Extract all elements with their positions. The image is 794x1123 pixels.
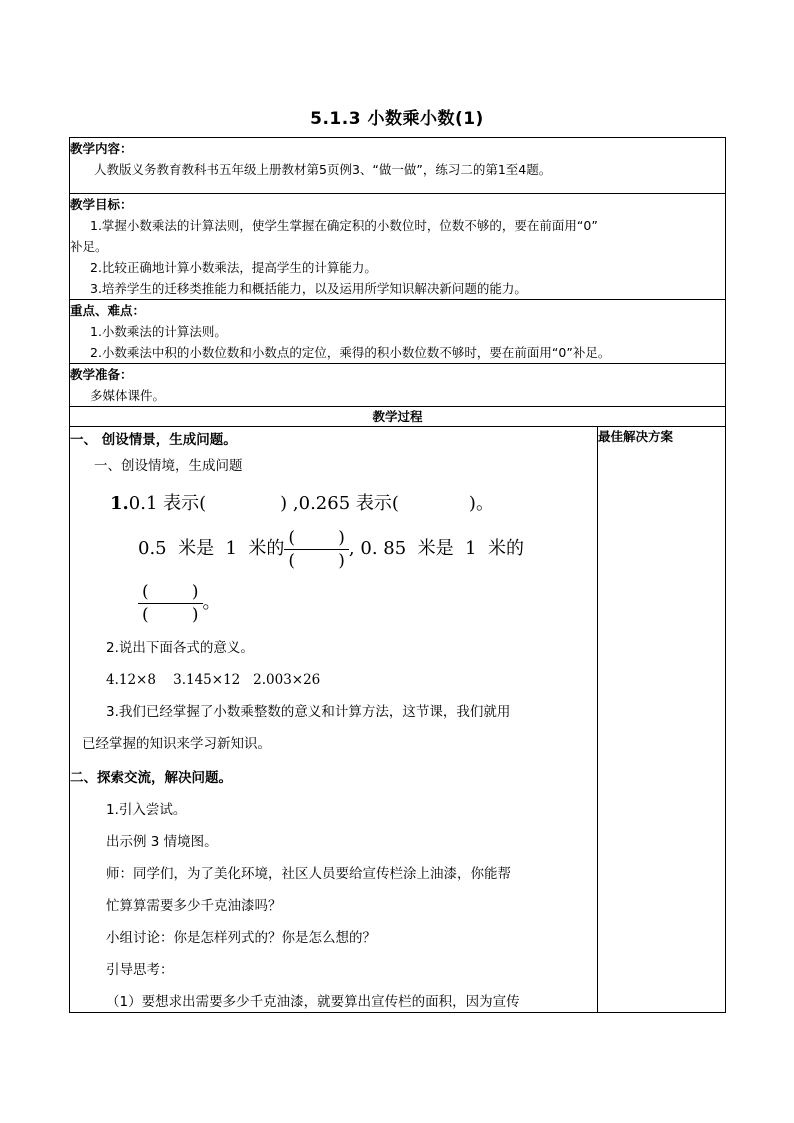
content-text: 人教版义务教育教科书五年级上册教材第5页例3、“做一做”，练习二的第1至4题。	[94, 162, 552, 177]
section-2-item: 忙算算需要多少千克油漆吗？	[106, 898, 282, 914]
fraction-numerator: ( )	[138, 581, 203, 604]
fraction-denominator: ( )	[288, 550, 345, 571]
best-solution-heading: 最佳解决方案	[598, 429, 674, 444]
fraction-denominator: ( )	[142, 604, 199, 625]
section-2-item: 小组讨论：你是怎样列式的？你是怎么想的？	[106, 930, 376, 946]
lesson-plan-table	[69, 137, 726, 1013]
section-2-item: 引导思考：	[106, 962, 174, 978]
goal-item: 1.掌握小数乘法的计算法则，使学生掌握在确定积的小数位时，位数不够的，要在前面用“0”	[90, 218, 598, 233]
question-1-text-e: , 0. 85 米是 1 米的	[348, 538, 524, 559]
best-solution-column	[598, 427, 726, 1013]
key-item: 1.小数乘法的计算法则。	[90, 324, 227, 339]
question-1-text-b: ) ,0.265 表示(	[280, 493, 399, 514]
question-1-line-2	[70, 526, 597, 572]
question-1-text-c: )。	[468, 493, 494, 514]
process-heading: 教学过程	[70, 407, 726, 427]
fraction-blank	[138, 581, 203, 626]
question-1-text-d: 0.5 米是 1 米的	[138, 538, 285, 559]
prep-row	[70, 364, 726, 407]
question-1-line-1	[70, 490, 597, 518]
key-item: 2.小数乘法中积的小数位数和小数点的定位，乘得的积小数位数不够时，要在前面用“0”补足。	[90, 345, 611, 360]
question-3-line-a: 3.我们已经掌握了小数乘整数的意义和计算方法，这节课，我们就用	[106, 704, 511, 720]
question-1-number: 1.	[110, 493, 129, 514]
goal-item: 补足。	[70, 239, 108, 254]
goal-item: 3.培养学生的迁移类推能力和概括能力，以及运用所学知识解决新问题的能力。	[90, 281, 527, 296]
section-1-title: 一、 创设情景，生成问题。	[70, 432, 237, 448]
question-2-expressions: 4.12×8 3.145×12 2.003×26	[106, 672, 321, 688]
goals-row	[70, 194, 726, 300]
prep-text: 多媒体课件。	[90, 388, 166, 403]
key-row	[70, 300, 726, 364]
question-1-period: 。	[202, 592, 221, 613]
page-title: 5.1.3 小数乘小数(1)	[310, 109, 484, 129]
goals-heading: 教学目标：	[70, 197, 133, 212]
prep-heading: 教学准备：	[70, 367, 133, 382]
fraction-blank	[284, 527, 349, 572]
question-2: 2.说出下面各式的意义。	[106, 640, 254, 656]
section-1-subtitle: 一、创设情境，生成问题	[94, 458, 243, 474]
section-2-item: 1.引入尝试。	[106, 802, 187, 818]
fraction-numerator: ( )	[284, 527, 349, 550]
section-2-item: （1）要想求出需要多少千克油漆，就要算出宣传栏的面积，因为宣传	[106, 994, 520, 1010]
question-3-line-b: 已经掌握的知识来学习新知识。	[82, 736, 271, 752]
goal-item: 2.比较正确地计算小数乘法，提高学生的计算能力。	[90, 260, 377, 275]
question-1-text-a: 0.1 表示(	[128, 493, 207, 514]
key-heading: 重点、难点：	[70, 303, 146, 318]
process-body-row	[70, 427, 726, 1013]
content-heading: 教学内容：	[70, 141, 133, 156]
process-header-row	[70, 407, 726, 427]
content-row	[70, 138, 726, 194]
section-2-item: 师：同学们，为了美化环境，社区人员要给宣传栏涂上油漆，你能帮	[106, 866, 511, 882]
question-1-line-3	[70, 580, 597, 626]
section-2-title: 二、探索交流，解决问题。	[70, 770, 232, 786]
section-2-item: 出示例 3 情境图。	[106, 834, 218, 850]
